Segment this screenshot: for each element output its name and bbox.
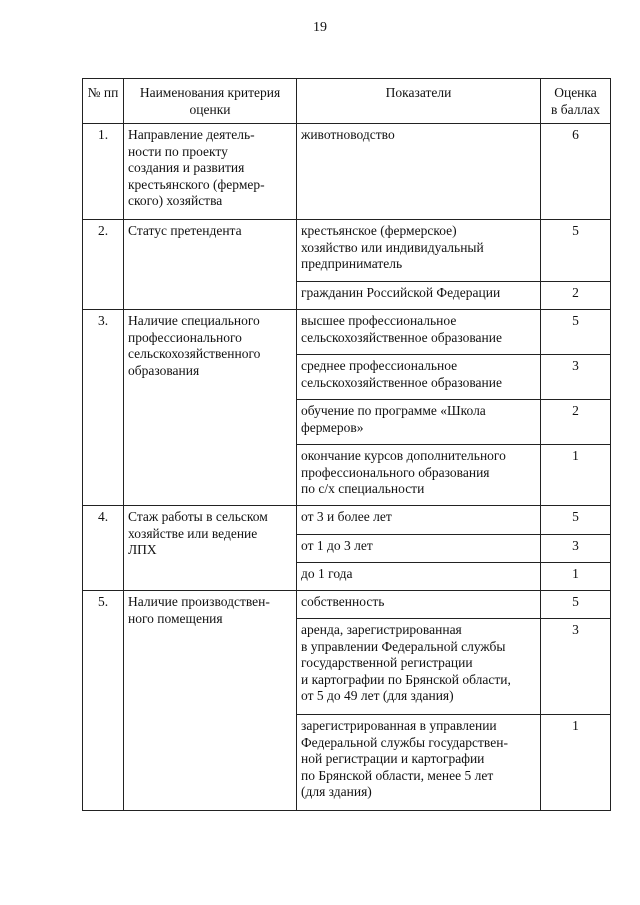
criteria-table <box>82 78 611 811</box>
indicator-score: 3 <box>541 619 611 715</box>
indicator-score: 1 <box>541 715 611 811</box>
table-header-row <box>83 79 611 124</box>
indicator-text: среднее профессиональное сельскохозяйственное образование <box>297 355 541 400</box>
table-row <box>83 506 611 535</box>
indicator-score: 5 <box>541 506 611 535</box>
table-row <box>83 591 611 619</box>
indicator-text: от 3 и более лет <box>297 506 541 535</box>
indicator-score: 5 <box>541 310 611 355</box>
table-row <box>83 310 611 355</box>
indicator-text: обучение по программе «Школа фермеров» <box>297 400 541 445</box>
criterion-name: Направление деятель- ности по проекту создания и развития крестьянского (фермер- ского) хозяйства <box>124 124 297 220</box>
indicator-score: 2 <box>541 282 611 310</box>
header-indicators: Показатели <box>297 79 541 124</box>
indicator-score: 5 <box>541 220 611 282</box>
indicator-score: 5 <box>541 591 611 619</box>
table-row <box>83 220 611 282</box>
row-number: 4. <box>83 506 124 591</box>
indicator-text: высшее профессиональное сельскохозяйственное образование <box>297 310 541 355</box>
indicator-text: крестьянское (фермерское) хозяйство или индивидуальный предприниматель <box>297 220 541 282</box>
indicator-text: окончание курсов дополнительного профессионального образования по с/х специальности <box>297 445 541 506</box>
indicator-score: 3 <box>541 535 611 563</box>
indicator-text: зарегистрированная в управлении Федеральной службы государствен- ной регистрации и картографии по Брянской области, менее 5 лет (для здания) <box>297 715 541 811</box>
indicator-text: животноводство <box>297 124 541 220</box>
indicator-score: 3 <box>541 355 611 400</box>
indicator-score: 1 <box>541 563 611 591</box>
indicator-text: до 1 года <box>297 563 541 591</box>
criterion-name: Стаж работы в сельском хозяйстве или ведение ЛПХ <box>124 506 297 591</box>
indicator-text: гражданин Российской Федерации <box>297 282 541 310</box>
row-number: 3. <box>83 310 124 506</box>
indicator-text: аренда, зарегистрированная в управлении Федеральной службы государственной регистрации и картографии по Брянской области, от 5 до 49 лет (для здания) <box>297 619 541 715</box>
criterion-name: Наличие производствен- ного помещения <box>124 591 297 811</box>
header-num: № пп <box>83 79 124 124</box>
indicator-score: 6 <box>541 124 611 220</box>
indicator-text: собственность <box>297 591 541 619</box>
indicator-text: от 1 до 3 лет <box>297 535 541 563</box>
indicator-score: 1 <box>541 445 611 506</box>
header-score: Оценка в баллах <box>541 79 611 124</box>
row-number: 5. <box>83 591 124 811</box>
row-number: 2. <box>83 220 124 310</box>
criterion-name: Статус претендента <box>124 220 297 310</box>
page-number: 19 <box>313 20 327 35</box>
criterion-name: Наличие специального профессионального сельскохозяйственного образования <box>124 310 297 506</box>
header-criterion: Наименования критерия оценки <box>124 79 297 124</box>
row-number: 1. <box>83 124 124 220</box>
table-row <box>83 124 611 220</box>
indicator-score: 2 <box>541 400 611 445</box>
